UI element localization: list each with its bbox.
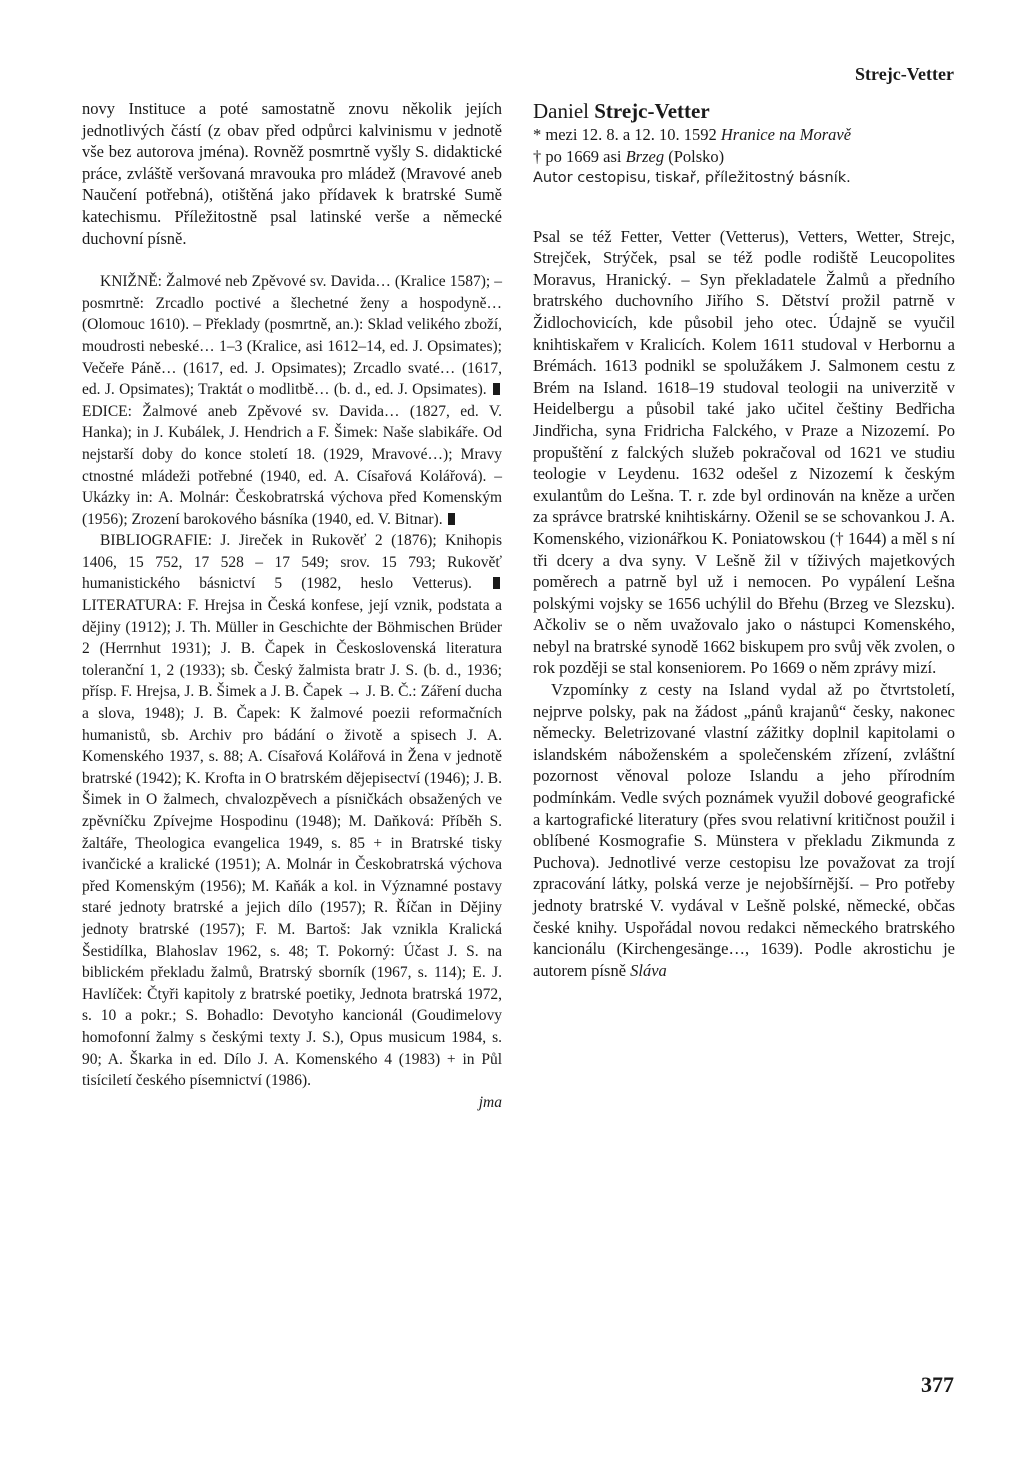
biography-paragraph: Psal se též Fetter, Vetter (Vetterus), Vetters, Wetter, Strejc, Strejček, Strýček, psal se též podle rodiště Leucopolites Moravus, Hranický. – Syn překladatele Žalmů a předního bratrského duchovního Jiřího S. Dětství prožil patrně v Židlochovicích, kde působil jeho otec. Údajně se vyučil knihtiskařem v Kralicích. Kolem 1611 studoval v Herbornu a Brémách. 1613 podnikl se spolužákem J. Salmonem cestu z Brém na Island. 1618–19 studoval teologii na univerzitě v Heidelbergu a působil také jako učitel češtiny Bedřicha Jindřicha, syna Fridricha Falckého, v Praze a Nizozemí. Po propuštění z falckých služeb pokračoval od 1621 ve studiu teologie v Leydenu. 1632 odešel z Nizozemí k českým exulantům do Lešna. T. r. zde byl ordinován na kněze a určen za správce bratrské knihtiskárny. Oženil se se schovankou J. A. Komenského, vizionářkou K. Poniatowskou († 1644) a měl s ní tři dcery a dva syny. V Lešně žil v tíživých majetkových poměrech a patrně byl už i nemocen. Po vypálení Lešna polskými vojsky se 1656 uchýlil do Břehu (Brzeg ve Slezsku). Ačkoliv se o něm uvažovalo jako o nástupci Komenského, nebyl na bratrské synodě 1662 biskupem pro svůj věk zvolen, o rok později se stal konseniorem. Po 1669 o něm zprávy mizí. (533, 226, 955, 678)
edice-section: EDICE: Žalmové aneb Zpěvové sv. Davida… (1827, ed. V. Hanka); in J. Kubálek, J. Hendrich a F. Šimek: Naše slabikáře. Od nejstarší doby do konce století 18. (1929, Mravové…); Mravy ctnostné mládeži potřebné (1940, ed. A. Císařová Kolářová). – Ukázky in: A. Molnár: Českobratrská výchova před Komenským (1956); Zrození barokového básníka (1940, ed. V. Bitnar). (82, 402, 502, 528)
references (82, 271, 502, 1113)
right-column (533, 98, 955, 981)
entry-heading (533, 98, 955, 124)
running-head: Strejc-Vetter (855, 64, 954, 84)
birth-place: Hranice na Moravě (720, 125, 852, 144)
bibliografie-section: BIBLIOGRAFIE: J. Jireček in Rukověť 2 (1876); Knihopis 1406, 15 752, 17 528 – 17 549; srov. 15 793; Rukověť humanistického básnictví 5 (1982, heslo Vetterus). (82, 532, 502, 593)
literatura-section: LITERATURA: F. Hrejsa in Česká konfese, její vznik, podstata a dějiny (1912); J. Th. Müller in Geschichte der Böhmischen Brüder 2 (Herrnhut 1931); J. B. Čapek in Československá literatura toleranční 1, 2 (1933); sb. Český žalmista bratr J. S. (b. d., 1936; přísp. F. Hrejsa, J. B. Šimek a J. B. Čapek → J. B. Č.: Záření ducha a slova, 1948); J. B. Čapek: K žalmové poezii reformačních humanistů, sb. Archiv pro bádání o životě a spisech J. A. Komenského 1937, s. 88; A. Císařová Kolářová in Žena v jednotě bratrské (1942); K. Krofta in O bratrském dějepisectví (1946); J. B. Šimek in O žalmech, chvalozpěvech a písničkách obsažených ve zpěvníčku Zpívejme Hospodinu (1948); M. Daňková: Příběh S. žaltáře, Theologica evangelica 1949, s. 85 + in Bratrské tisky ivančické a kralické (1951); A. Molnár in Českobratrská výchova před Komenským (1956); M. Kaňák a kol. in Významné postavy staré jednoty bratrské a jejich dílo (1957); R. Říčan in Dějiny jednoty bratrské (1957); F. M. Bartoš: Jak vznikla Kralická Šestidílka, Blahoslav 1962, s. 48; T. Pokorný: Účast J. S. na biblickém překladu žalmů, Bratrský sborník (1967, s. 114); E. J. Havlíček: Čtyři kapitoly z bratrské poetiky, Jednota bratrská 1972, s. 10 a pokr.; S. Bohadlo: Devotyho kancionál (Goudimelovy homofonní žalmy s českými texty J. S.), Opus musicum 1984, s. 90; A. Škarka in ed. Dílo J. A. Komenského 4 (1983) + in Půl tisíciletí českého písemnictví (1986). (82, 597, 502, 1090)
entry-surname: Strejc-Vetter (594, 99, 710, 123)
section-bullet-icon (493, 577, 500, 589)
left-column (82, 98, 502, 1113)
death-place: Brzeg (625, 147, 665, 166)
author-signature: jma (478, 1093, 502, 1111)
body-paragraph: novy Instituce a poté samostatně znovu několik jejích jednotlivých částí (z obav před odpůrci kalvinismu v jednotě vše bez autorova jména). Rovněž posmrtně vyšly S. didaktické práce, zvláště veršovaná mravouka pro mládež (Mravové aneb Naučení potřebná), otištěná jako přídavek k bratrské Sumě katechismu. Příležitostně psal latinské verše a německé duchovní písně. (82, 99, 502, 248)
death-date: † po 1669 asi (533, 147, 622, 166)
section-bullet-icon (448, 513, 455, 525)
work-paragraph (533, 679, 955, 981)
spacer (82, 249, 502, 271)
birth-line (533, 124, 955, 146)
work-paragraph-italic: Sláva (630, 960, 667, 980)
work-paragraph-text: Vzpomínky z cesty na Island vydal až po čtvrtstoletí, nejprve polsky, pak na žádost „pánů krajanů“ česky, nakonec německy. Beletrizované vlastní zážitky doplnil kapitolami o islandském náboženském a společenském zřízení, zvláštní pozornost věnoval poloze Islandu a jeho přírodním podmínkám. Vedle svých poznámek využil dobové geografické a kartografické literatury (přes svou relativní kritičnost použil i oblíbené Kosmografie S. Münstera v překladu Zikmunda z Puchova). Jednotlivé verze cestopisu lze považovat za trojí zpracování látky, polská verze je nejobšírnější. – Pro potřeby jednoty bratrské V. vydával v Lešně polské, německé, občas české knihy. Uspořádal novou redakci německého bratrského kancionálu (Kirchengesänge…, 1639). Podle akrostichu je autorem písně (533, 680, 955, 980)
page-number: 377 (921, 1372, 954, 1397)
knizne-section: KNIŽNĚ: Žalmové neb Zpěvové sv. Davida… (Kralice 1587); – posmrtně: Zrcadlo poctivé a šlechetné ženy a hospodyně… (Olomouc 1610). – Překlady (posmrtně, an.): Sklad velikého zboží, moudrosti nebeské… 1–3 (Kralice, asi 1612–14, ed. J. Opsimates); Večeře Páně… (1617, ed. J. Opsimates); Zrcadlo svaté… (1617, ed. J. Opsimates); Traktát o modlitbě… (b. d., ed. J. Opsimates). (82, 273, 502, 399)
death-line (533, 146, 955, 168)
death-country: (Polsko) (668, 147, 725, 166)
birth-date: * mezi 12. 8. a 12. 10. 1592 (533, 125, 717, 144)
section-bullet-icon (493, 383, 500, 395)
entry-role: Autor cestopisu, tiskař, příležitostný básník. (533, 170, 851, 186)
entry-first-name: Daniel (533, 99, 589, 123)
